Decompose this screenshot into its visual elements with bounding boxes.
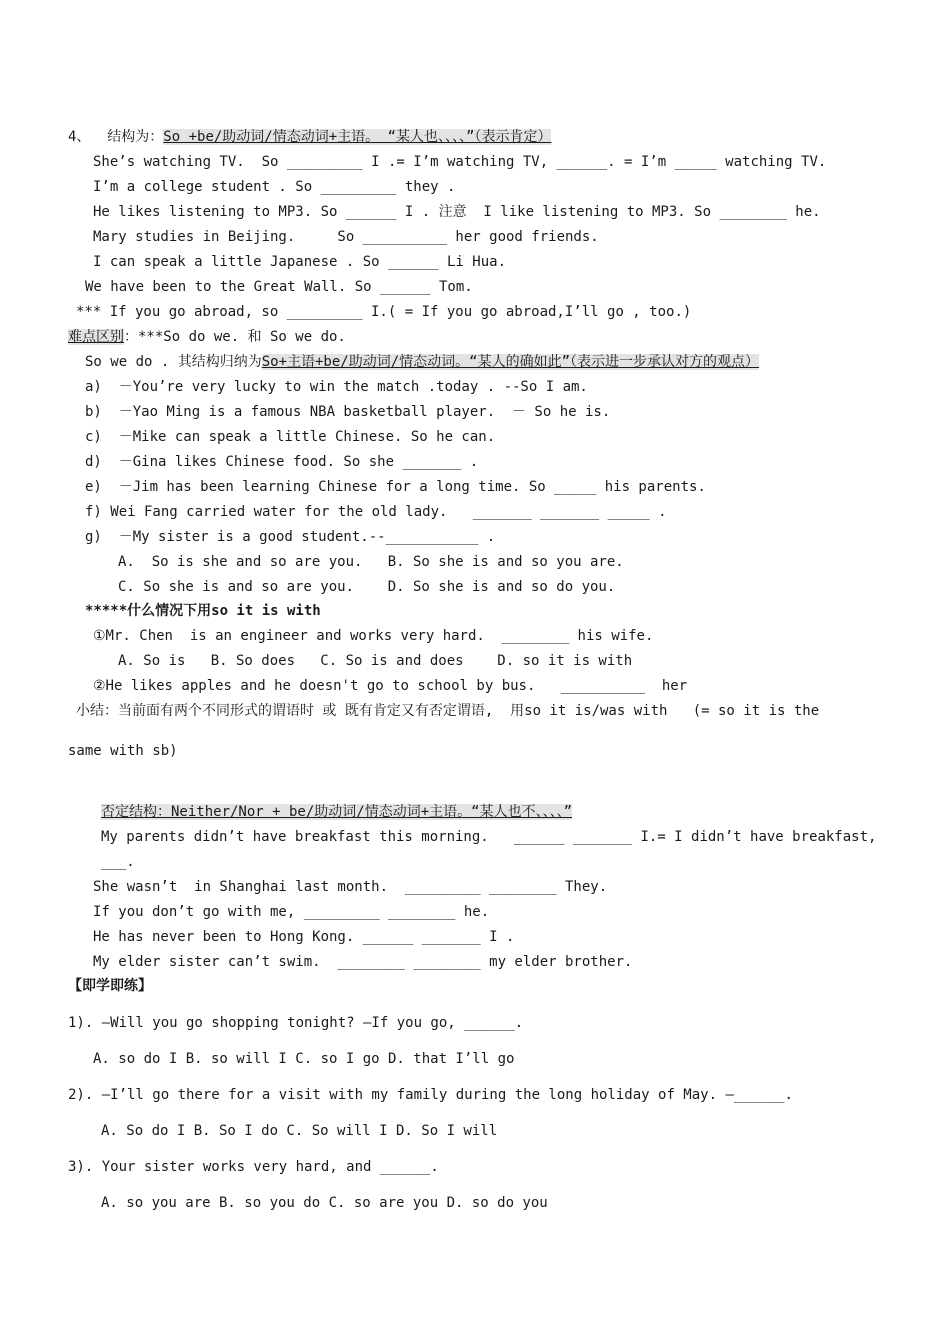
- practice-q2-options: A. So do I B. So I do C. So will I D. So I will: [101, 1123, 498, 1139]
- negative-line-3: If you don’t go with me, _________ ________ he.: [93, 904, 490, 920]
- section4-line-5: I can speak a little Japanese . So ______ Li Hua.: [93, 254, 507, 270]
- negative-line-2: She wasn’t in Shanghai last month. _________ ________ They.: [93, 879, 608, 895]
- so-it-is-options: A. So is B. So does C. So is and does D. so it is with: [118, 653, 633, 669]
- difficulty-item-d: d) －Gina likes Chinese food. So she _______ .: [85, 454, 479, 470]
- section4-line-4: Mary studies in Beijing. So __________ her good friends.: [93, 229, 599, 245]
- difficulty-options-1: A. So is she and so are you. B. So she is and so you are.: [118, 554, 624, 570]
- difficulty-rest: ：***So do we. 和 So we do.: [124, 329, 346, 345]
- so-it-is-item-2: ②He likes apples and he doesn't go to school by bus. __________ her: [93, 678, 688, 694]
- so-it-is-title: *****什么情况下用so it is with: [85, 603, 321, 619]
- summary-line-2: same with sb): [68, 743, 178, 759]
- difficulty-item-b: b) －Yao Ming is a famous NBA basketball player. － So he is.: [85, 404, 611, 420]
- section4-line-3: He likes listening to MP3. So ______ I . 注意 I like listening to MP3. So ________ he.: [93, 204, 821, 220]
- section4-heading: [68, 128, 551, 146]
- difficulty-item-c: c) －Mike can speak a little Chinese. So he can.: [85, 429, 496, 445]
- negative-heading: [101, 803, 572, 821]
- difficulty-item-f: f) Wei Fang carried water for the old lady. _______ _______ _____ .: [85, 504, 667, 520]
- section4-line-1: She’s watching TV. So _________ I .= I’m watching TV, ______. = I’m _____ watching TV.: [93, 154, 827, 170]
- so-we-do-line: [85, 353, 759, 371]
- difficulty-label: 难点区别: [68, 329, 124, 345]
- difficulty-item-e: e) －Jim has been learning Chinese for a long time. So _____ his parents.: [85, 479, 706, 495]
- practice-q3: 3). Your sister works very hard, and ______.: [68, 1159, 439, 1175]
- practice-q2: 2). —I’ll go there for a visit with my family during the long holiday of May. —______.: [68, 1087, 793, 1103]
- negative-heading-highlight: Neither/Nor + be/助动词/情态动词+主语。“某人也不、、、、”: [171, 804, 573, 820]
- negative-line-1-cont: ___.: [101, 854, 135, 870]
- so-we-do-prefix: So we do . 其结构归纳为: [85, 354, 262, 370]
- negative-heading-prefix: 否定结构：: [101, 804, 171, 820]
- difficulty-options-2: C. So she is and so are you. D. So she is and so do you.: [118, 579, 616, 595]
- difficulty-item-g: g) －My sister is a good student.--___________ .: [85, 529, 496, 545]
- negative-line-1: My parents didn’t have breakfast this morning. ______ _______ I.= I didn’t have breakfast,: [101, 829, 877, 845]
- difficulty-item-a: a) －You’re very lucky to win the match .today . --So I am.: [85, 379, 588, 395]
- practice-title: 【即学即练】: [68, 978, 152, 994]
- negative-line-5: My elder sister can’t swim. ________ ________ my elder brother.: [93, 954, 633, 970]
- summary-line-1: 小结：当前面有两个不同形式的谓语时 或 既有肯定又有否定谓语, 用so it is/was with (= so it is the: [76, 703, 820, 719]
- section4-heading-prefix: 4、 结构为：: [68, 129, 164, 145]
- so-it-is-item-1: ①Mr. Chen is an engineer and works very hard. ________ his wife.: [93, 628, 654, 644]
- so-we-do-highlight: So+主语+be/助动词/情态动词。“某人的确如此”（表示进一步承认对方的观点）: [261, 354, 760, 370]
- section4-line-6: We have been to the Great Wall. So ______ Tom.: [85, 279, 473, 295]
- section4-line-7: *** If you go abroad, so _________ I.( = If you go abroad,I’ll go , too.): [76, 304, 692, 320]
- difficulty-heading: [68, 328, 346, 346]
- section4-heading-highlight: So +be/助动词/情态动词+主语。 “某人也、、、、”（表示肯定）: [163, 129, 552, 145]
- negative-line-4: He has never been to Hong Kong. ______ _______ I .: [93, 929, 515, 945]
- practice-q1: 1). —Will you go shopping tonight? —If you go, ______.: [68, 1015, 524, 1031]
- practice-q1-options: A. so do I B. so will I C. so I go D. that I’ll go: [93, 1051, 515, 1067]
- practice-q3-options: A. so you are B. so you do C. so are you D. so do you: [101, 1195, 548, 1211]
- section4-line-2: I’m a college student . So _________ they .: [93, 179, 456, 195]
